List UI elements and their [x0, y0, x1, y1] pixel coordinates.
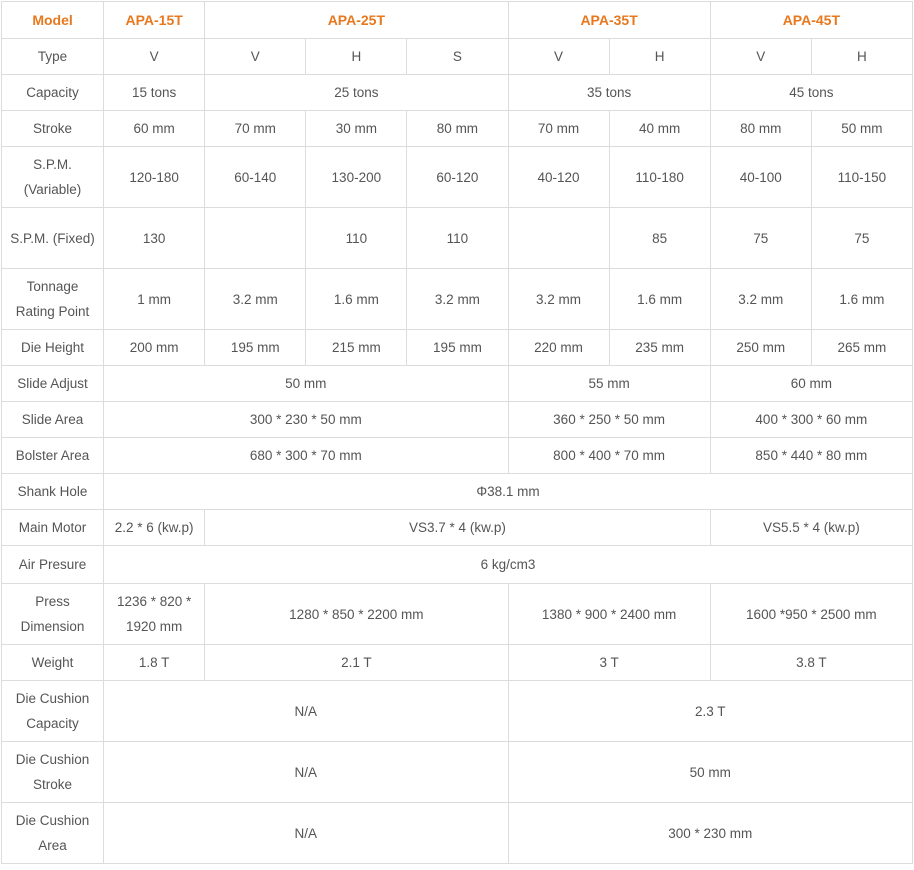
table-cell: 220 mm [508, 330, 609, 366]
row-stroke [2, 111, 913, 147]
row-label: Die Height [2, 330, 104, 366]
table-cell: 75 [710, 208, 811, 269]
model-apa-25t: APA-25T [205, 2, 508, 39]
row-bolster-area [2, 438, 913, 474]
table-cell: 55 mm [508, 366, 710, 402]
table-cell: 130-200 [306, 147, 407, 208]
header-row [2, 2, 913, 39]
row-die-height [2, 330, 913, 366]
row-capacity [2, 75, 913, 111]
table-cell: 110-180 [609, 147, 710, 208]
row-label-line: Die Cushion [15, 752, 90, 767]
row-die-cushion-stroke [2, 742, 913, 803]
model-apa-35t: APA-35T [508, 2, 710, 39]
row-label: Air Presure [2, 546, 104, 584]
row-label-line: Die Cushion [15, 813, 90, 828]
row-label-line: Rating Point [15, 304, 90, 319]
model-apa-15t: APA-15T [104, 2, 205, 39]
row-label: Bolster Area [2, 438, 104, 474]
table-cell: V [104, 39, 205, 75]
row-label: Weight [2, 645, 104, 681]
table-cell: Φ38.1 mm [104, 474, 913, 510]
table-cell: 215 mm [306, 330, 407, 366]
table-cell: 250 mm [710, 330, 811, 366]
table-cell: 800 * 400 * 70 mm [508, 438, 710, 474]
row-label: Slide Area [2, 402, 104, 438]
row-die-cushion-capacity [2, 681, 913, 742]
table-cell: N/A [104, 681, 508, 742]
table-cell: 3.2 mm [508, 269, 609, 330]
table-cell: V [710, 39, 811, 75]
header-label: Model [2, 2, 104, 39]
table-cell: 85 [609, 208, 710, 269]
table-cell: 40-100 [710, 147, 811, 208]
table-cell: 15 tons [104, 75, 205, 111]
row-label [2, 742, 104, 803]
table-cell: 680 * 300 * 70 mm [104, 438, 508, 474]
table-cell: 3.2 mm [205, 269, 306, 330]
table-cell: 60-120 [407, 147, 508, 208]
row-label-line: (Variable) [23, 182, 82, 197]
row-die-cushion-area [2, 803, 913, 864]
row-label-line: Capacity [26, 716, 79, 731]
table-cell: 70 mm [205, 111, 306, 147]
table-cell: 50 mm [508, 742, 913, 803]
table-cell: H [811, 39, 912, 75]
table-cell: H [306, 39, 407, 75]
table-cell: V [508, 39, 609, 75]
table-cell: 195 mm [407, 330, 508, 366]
table-cell: 50 mm [811, 111, 912, 147]
table-cell: 1280 * 850 * 2200 mm [205, 584, 508, 645]
row-label: S.P.M. (Fixed) [2, 208, 104, 269]
table-cell: 50 mm [104, 366, 508, 402]
row-label: Stroke [2, 111, 104, 147]
row-type [2, 39, 913, 75]
row-shank-hole [2, 474, 913, 510]
table-cell: 1.6 mm [609, 269, 710, 330]
row-label [2, 584, 104, 645]
table-cell: 200 mm [104, 330, 205, 366]
row-label-line: Dimension [20, 619, 85, 634]
spec-table [1, 1, 913, 864]
table-cell: 850 * 440 * 80 mm [710, 438, 912, 474]
table-cell: 130 [104, 208, 205, 269]
table-cell [104, 584, 205, 645]
table-cell: N/A [104, 742, 508, 803]
row-label-line: Die Cushion [15, 691, 90, 706]
table-cell: 300 * 230 * 50 mm [104, 402, 508, 438]
table-cell: 40-120 [508, 147, 609, 208]
table-cell: 110-150 [811, 147, 912, 208]
row-label [2, 269, 104, 330]
table-cell: N/A [104, 803, 508, 864]
row-label: Type [2, 39, 104, 75]
table-cell: 110 [306, 208, 407, 269]
row-label [2, 681, 104, 742]
table-cell: 45 tons [710, 75, 912, 111]
row-slide-adjust [2, 366, 913, 402]
row-label: Main Motor [2, 510, 104, 546]
row-label-line: Tonnage [26, 279, 79, 294]
row-air-pressure [2, 546, 913, 584]
table-cell: 80 mm [710, 111, 811, 147]
table-cell: 2.1 T [205, 645, 508, 681]
table-cell: 265 mm [811, 330, 912, 366]
table-cell: 35 tons [508, 75, 710, 111]
row-spm-fixed [2, 208, 913, 269]
row-press-dimension [2, 584, 913, 645]
row-label-line: S.P.M. [33, 157, 72, 172]
table-cell: 235 mm [609, 330, 710, 366]
table-cell: 2.3 T [508, 681, 913, 742]
table-cell: 3.8 T [710, 645, 912, 681]
table-cell: 300 * 230 mm [508, 803, 913, 864]
row-label-line: Stroke [33, 777, 73, 792]
table-cell: 60 mm [710, 366, 912, 402]
table-cell: V [205, 39, 306, 75]
row-label: Shank Hole [2, 474, 104, 510]
table-cell: 3.2 mm [407, 269, 508, 330]
row-label-line: Area [38, 838, 67, 853]
row-label-line: Press [35, 594, 70, 609]
row-weight [2, 645, 913, 681]
table-cell: 80 mm [407, 111, 508, 147]
table-cell: 70 mm [508, 111, 609, 147]
row-slide-area [2, 402, 913, 438]
table-cell: 25 tons [205, 75, 508, 111]
table-cell [508, 208, 609, 269]
table-cell: 360 * 250 * 50 mm [508, 402, 710, 438]
table-cell [205, 208, 306, 269]
table-cell: 195 mm [205, 330, 306, 366]
cell-line: 1920 mm [126, 619, 183, 634]
table-cell: 1380 * 900 * 2400 mm [508, 584, 710, 645]
row-main-motor [2, 510, 913, 546]
table-cell: 30 mm [306, 111, 407, 147]
table-cell: 60 mm [104, 111, 205, 147]
row-label [2, 803, 104, 864]
table-cell: 1.8 T [104, 645, 205, 681]
table-cell: 1.6 mm [306, 269, 407, 330]
table-cell: 1.6 mm [811, 269, 912, 330]
table-cell: VS3.7 * 4 (kw.p) [205, 510, 711, 546]
table-cell: VS5.5 * 4 (kw.p) [710, 510, 912, 546]
table-cell: 1600 *950 * 2500 mm [710, 584, 912, 645]
table-cell: 400 * 300 * 60 mm [710, 402, 912, 438]
row-label: Capacity [2, 75, 104, 111]
table-cell: 3 T [508, 645, 710, 681]
table-cell: H [609, 39, 710, 75]
table-cell: 6 kg/cm3 [104, 546, 913, 584]
row-label [2, 147, 104, 208]
table-cell: 3.2 mm [710, 269, 811, 330]
table-cell: 40 mm [609, 111, 710, 147]
cell-line: 1236 * 820 * [116, 594, 192, 609]
row-spm-variable [2, 147, 913, 208]
row-tonnage-rating-point [2, 269, 913, 330]
table-cell: 1 mm [104, 269, 205, 330]
table-cell: 75 [811, 208, 912, 269]
table-cell: 110 [407, 208, 508, 269]
table-cell: 120-180 [104, 147, 205, 208]
row-label: Slide Adjust [2, 366, 104, 402]
table-cell: 60-140 [205, 147, 306, 208]
model-apa-45t: APA-45T [710, 2, 912, 39]
table-cell: 2.2 * 6 (kw.p) [104, 510, 205, 546]
table-cell: S [407, 39, 508, 75]
